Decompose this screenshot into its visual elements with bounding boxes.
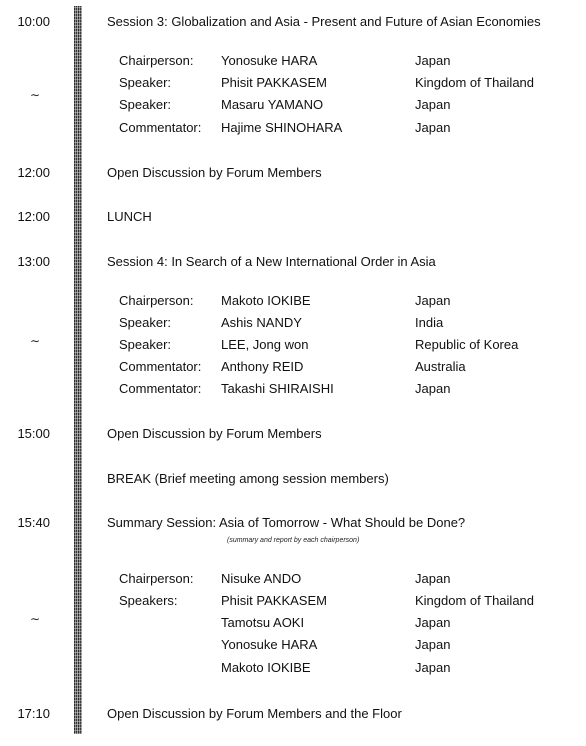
session-3-country: Japan <box>415 53 451 68</box>
open-discussion-2: Open Discussion by Forum Members <box>107 426 322 441</box>
time-final-discussion: 17:10 <box>17 706 50 721</box>
summary-role: Speakers: <box>119 593 178 608</box>
session-4-country: Japan <box>415 293 451 308</box>
session-3-title: Session 3: Globalization and Asia - Present and Future of Asian Economies <box>107 14 541 29</box>
summary-name: Makoto IOKIBE <box>221 660 311 675</box>
session-3-role: Speaker: <box>119 75 172 90</box>
session-4-country: Republic of Korea <box>415 337 519 352</box>
summary-session-note: (summary and report by each chairperson) <box>227 537 360 544</box>
session-4-country: Japan <box>415 381 451 396</box>
session-4-country: India <box>415 315 444 330</box>
tilde-session-4: ∼ <box>30 334 41 348</box>
session-4-country: Australia <box>415 359 466 374</box>
session-3-country: Kingdom of Thailand <box>415 75 535 90</box>
summary-country: Kingdom of Thailand <box>415 593 535 608</box>
summary-country: Japan <box>415 571 451 586</box>
session-4-name: Takashi SHIRAISHI <box>221 381 334 396</box>
session-4-role: Speaker: <box>119 337 172 352</box>
session-3-role: Chairperson: <box>119 53 194 68</box>
session-3-name: Yonosuke HARA <box>221 53 318 68</box>
session-3-name: Masaru YAMANO <box>221 97 324 112</box>
time-open-discussion-2: 15:00 <box>17 426 50 441</box>
summary-name: Phisit PAKKASEM <box>221 593 327 608</box>
time-session-4: 13:00 <box>17 254 50 269</box>
tilde-session-3: ∼ <box>30 88 41 102</box>
summary-country: Japan <box>415 615 451 630</box>
lunch: LUNCH <box>107 209 152 224</box>
time-lunch: 12:00 <box>17 209 50 224</box>
timeline-bar <box>74 6 82 734</box>
session-4-name: LEE, Jong won <box>221 337 309 352</box>
summary-session-title: Summary Session: Asia of Tomorrow - What Should be Done? <box>107 515 466 530</box>
time-summary-session: 15:40 <box>17 515 50 530</box>
tilde-summary-session: ∼ <box>30 612 41 626</box>
summary-country: Japan <box>415 660 451 675</box>
session-3-name: Hajime SHINOHARA <box>221 120 343 135</box>
break: BREAK (Brief meeting among session members) <box>107 471 389 486</box>
session-4-role: Commentator: <box>119 381 202 396</box>
session-3-name: Phisit PAKKASEM <box>221 75 327 90</box>
time-session-3: 10:00 <box>17 14 50 29</box>
summary-country: Japan <box>415 637 451 652</box>
time-open-discussion-1: 12:00 <box>17 165 50 180</box>
summary-name: Nisuke ANDO <box>221 571 302 586</box>
summary-role: Chairperson: <box>119 571 194 586</box>
session-4-name: Ashis NANDY <box>221 315 302 330</box>
session-4-title: Session 4: In Search of a New International Order in Asia <box>107 254 436 269</box>
session-4-role: Commentator: <box>119 359 202 374</box>
session-3-country: Japan <box>415 97 451 112</box>
session-3-country: Japan <box>415 120 451 135</box>
summary-name: Yonosuke HARA <box>221 637 318 652</box>
final-discussion: Open Discussion by Forum Members and the Floor <box>107 706 402 721</box>
open-discussion-1: Open Discussion by Forum Members <box>107 165 322 180</box>
session-3-role: Commentator: <box>119 120 202 135</box>
session-4-name: Makoto IOKIBE <box>221 293 311 308</box>
session-4-role: Speaker: <box>119 315 172 330</box>
session-4-role: Chairperson: <box>119 293 194 308</box>
summary-name: Tamotsu AOKI <box>221 615 305 630</box>
session-3-role: Speaker: <box>119 97 172 112</box>
session-4-name: Anthony REID <box>221 359 304 374</box>
